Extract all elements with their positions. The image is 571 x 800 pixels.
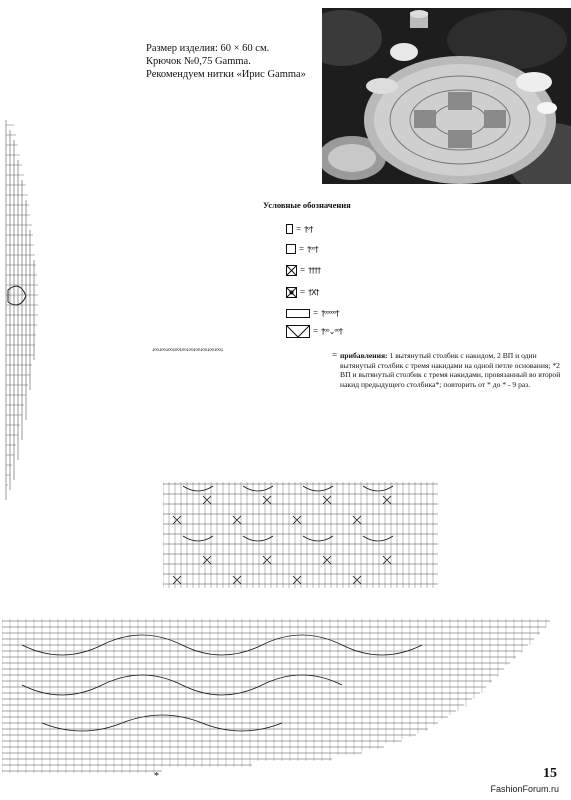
increase-label: прибавления:	[340, 351, 388, 360]
legend-row-5: = †ᵒᵒᵒᵒᵒ†	[286, 306, 339, 320]
crossed-cell-icon	[286, 265, 297, 276]
legend-title: Условные обозначения	[263, 200, 351, 210]
legend-row-2: = †ᵒᵒ†	[286, 242, 318, 256]
page-number: 15	[543, 766, 557, 781]
chart-bottom-grid	[2, 615, 554, 775]
crochet-chart-middle	[163, 480, 441, 599]
doily-photo-icon	[322, 8, 571, 184]
legend-symbol: †ᵒᵒᵒᵒᵒ†	[321, 308, 339, 318]
legend-row-1: = †ᵒ†	[286, 222, 312, 236]
star-mark: *	[154, 771, 159, 782]
legend-symbol: †X†	[308, 287, 319, 297]
empty-cell-icon	[286, 224, 293, 234]
crochet-chart-left	[2, 120, 44, 505]
thread-line: Рекомендуем нитки «Ирис Gamma»	[146, 69, 306, 80]
legend-symbol: †ᵒᵒ†	[307, 244, 318, 254]
legend-row-6: = †ᵒᵒ⌄ᵒᵒ†	[286, 324, 342, 338]
legend-row-3: = ††††	[286, 263, 320, 277]
chart-left-grid	[2, 120, 44, 500]
increase-text: 1 вытянутый столбик с накидом, 2 ВП и один вытянутый столбик с тремя накидами на одной петле основания; *2 ВП и вытянутый столбик с тремя накидами, провязанный во второй накид предыдущего столбика*; повторить от * до * - 9 раз.	[340, 351, 561, 389]
pattern-info	[146, 42, 306, 81]
increase-description	[340, 351, 571, 389]
crochet-chart-bottom	[2, 615, 554, 780]
wide-cell-icon	[286, 309, 310, 318]
legend-symbol: †ᵒᵒ⌄ᵒᵒ†	[321, 326, 343, 336]
doily-photo	[322, 8, 571, 184]
chart-middle-grid	[163, 480, 441, 594]
hook-line: Крючок №0,75 Gamma.	[146, 56, 251, 67]
crossed-dot-cell-icon	[286, 287, 297, 298]
legend-row-4: = †X†	[286, 285, 319, 299]
size-line: Размер изделия: 60 × 60 см.	[146, 43, 270, 54]
legend-symbol: ††††	[308, 265, 321, 275]
increase-symbol: ꜜᵒᵒꜜᵒᵒꜜᵒᵒꜜᵒᵒꜜᵒᵒꜜᵒᵒꜜᵒᵒꜜᵒᵒꜜᵒᵒꜜᵒᵒꜜ	[152, 347, 223, 355]
legend-symbol: †ᵒ†	[304, 224, 313, 234]
empty-cell-icon	[286, 244, 296, 254]
watermark: FashionForum.ru	[490, 784, 559, 794]
v-cell-icon	[286, 325, 310, 338]
